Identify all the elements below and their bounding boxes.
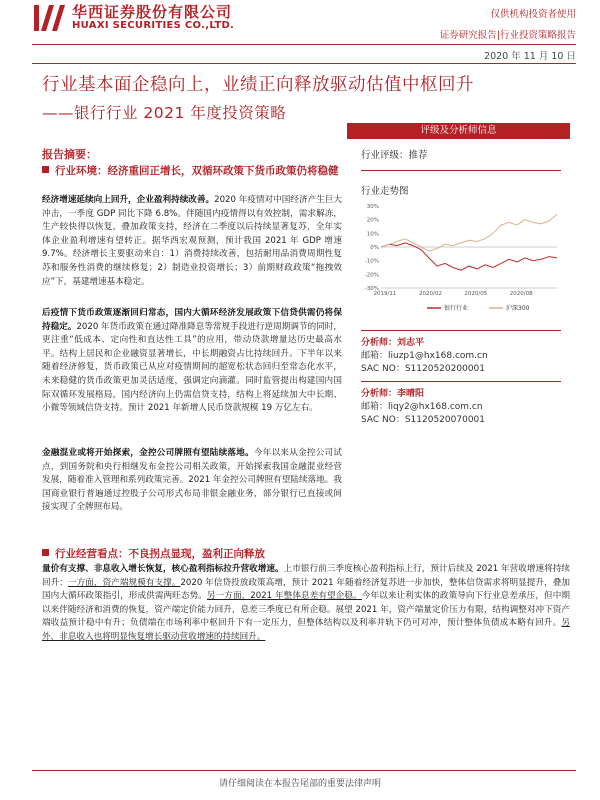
report-category: 证券研究报告|行业投资策略报告 [439, 30, 576, 41]
x-tick-label: 2020/08 [509, 291, 533, 297]
industry-rating: 行业评级：推荐 [361, 150, 428, 161]
series-line [381, 214, 557, 251]
paragraph-text: 上市银行前三季度核心盈利指标上行，预计后续及 2021 年营收增速将持续回升： [42, 564, 570, 588]
analyst-sac: SAC NO：S1120520200001 [361, 364, 485, 374]
header-divider-lower [32, 63, 576, 64]
x-tick-label: 2020/05 [464, 291, 488, 297]
paragraph-underline: 另一方面，2021 年整体息差有望企稳。 [206, 591, 362, 602]
paragraph-text: 2020 年货币政策在通过降准降息等常规手段进行逆周期调节的同时，更注重“低成本、定向性和直达性工具”的应用，带动贷款增量达历史最高水平。结构上居民和企业融资显著增长，中长期融资占比持续回升。下半年以来随着经济修复，货币政策已从应对疫情期间的超宽松状态回归至常态化水平，未来稳健的货币政策更加灵活适度，强调定向滴灌。同时监管提出构建国内国际双循环发展格局，国内经济向上仍需信贷支持，结构上将延续加大中长期、小微等领域信贷支持。预计 2021 年新增人民币贷款规模 19 万亿左右。 [42, 321, 342, 414]
paragraph-underline: 另外，非息收入也将明显恢复增长驱动营收增速的持续回升。 [42, 618, 570, 642]
paragraph-lead: 后疫情下货币政策逐渐回归常态，国内大循环经济发展政策下信贷供需仍将保持稳定。 [42, 308, 342, 332]
paragraph-text: 今年以来让利实体的政策导向下行业息差承压，但中期以来伴随经济和消费的恢复，资产端定价能力回升，息差三季度已有所企稳。展望 2021 年，资产端量定价压力有限，结构调整对冲下资产端收益预计稳中有升；负债端在市场利率中枢回升下有一定压力，但整体结构以及利率并轨下仍可对冲，预计整体负债成本略有回升。 [42, 591, 570, 629]
analyst-name: 分析师：刘志平 [361, 338, 425, 348]
y-tick-label: 20% [366, 217, 379, 224]
analyst-block [361, 388, 485, 427]
analyst-email[interactable]: 邮箱：liqy2@hx168.com.cn [361, 402, 483, 412]
y-tick-label: -10% [364, 258, 379, 265]
y-tick-label: -30% [364, 286, 379, 292]
x-tick-label: 2019/11 [373, 291, 397, 297]
paragraph-text: 2020 年信贷投放政策高增，预计 2021 年随着经济复苏进一步加快，整体信贷需求将明显提升，叠加国内大循环政策指引，形成供需两旺态势。 [42, 577, 570, 602]
trend-chart-title: 行业走势图 [361, 186, 409, 197]
huaxi-logo-icon [32, 2, 66, 34]
company-name-cn: 华西证券股份有限公司 [72, 3, 233, 21]
analyst-sac: SAC NO：S1120520070001 [361, 415, 485, 425]
section-heading-text: 行业经营看点：不良拐点显现，盈利正向释放 [55, 548, 265, 560]
analyst-name: 分析师：李晴阳 [361, 389, 425, 399]
company-name-en: HUAXI SECURITIES CO.,LTD. [72, 20, 235, 31]
section-heading-operations [42, 547, 342, 561]
footer-disclaimer: 请仔细阅读在本报告尾部的重要法律声明 [218, 779, 381, 789]
y-tick-label: 0% [370, 245, 379, 251]
paragraph-monetary [42, 307, 342, 416]
trend-chart [357, 200, 562, 318]
sidebar-divider [361, 170, 561, 171]
paragraph-earnings [42, 563, 570, 743]
section-heading-environment [42, 164, 342, 178]
y-tick-label: 10% [366, 231, 379, 238]
x-tick-label: 2020/02 [418, 291, 442, 297]
audience-note: 仅供机构投资者使用 [490, 9, 576, 20]
report-subtitle: ——银行行业 2021 年度投资策略 [42, 104, 287, 122]
analyst-email[interactable]: 邮箱：liuzp1@hx168.com.cn [361, 351, 488, 361]
report-title: 行业基本面企稳向上，业绩正向释放驱动估值中枢回升 [42, 75, 474, 95]
paragraph-underline: 一方面，资产端规模有支撑。 [67, 577, 181, 588]
paragraph-lead: 量价有支撑、非息收入增长恢复，核心盈利指标拉升营收增速。 [42, 564, 284, 574]
paragraph-text: 今年以来从金控公司试点，到国务院和央行相继发布金控公司相关政策，开始探索我国金融混业经营发展，随着准入管理和系列政策完善。2021 年金控公司牌照有望陆续落地。我国商业银行普遍通过控股子公司形式布局非银金融业务，部分银行已直接或间接实现了全牌照布局。 [42, 448, 342, 513]
header-divider [32, 44, 576, 45]
paragraph-lead: 金融混业或将开始探索，金控公司牌照有望陆续落地。 [42, 448, 254, 458]
bullet-icon [42, 549, 49, 556]
legend-label: 沪深300 [506, 305, 530, 312]
report-date: 2020 年 11 月 10 日 [484, 51, 576, 62]
section-heading-text: 行业环境：经济重回正增长，双循环政策下货币政策仍将稳健 [55, 165, 339, 177]
paragraph-text: 2020 年疫情对中国经济产生巨大冲击，一季度 GDP 同比下降 6.8%。伴随国内疫情得以有效控制，需求解冻，生产较快得以恢复，叠加政策支持，经济在二季度以后持续显著复苏，全年实体企业盈利增速有望转正。据华西宏观预测，预计我国 2021 年 GDP 增速 9.7%。经济增长主要驱动来自：1）消费持续改善，包括耐用品消费周期性复苏和服务性消费的继续修复；2）制造业投资增长；3）前期财政政策“拖拽效应”下，基建增速基本稳定。 [42, 195, 342, 287]
legend-label: 银行行业 [444, 305, 469, 312]
y-tick-label: -20% [364, 272, 379, 279]
summary-title: 报告摘要： [42, 148, 97, 161]
footer-divider [32, 770, 576, 771]
sidebar-section-title: 评级及分析师信息 [347, 123, 570, 139]
bullet-icon [42, 166, 49, 173]
paragraph-economy [42, 194, 342, 289]
y-tick-label: 30% [366, 204, 379, 210]
sidebar-divider [361, 330, 561, 331]
analyst-block [361, 337, 488, 376]
paragraph-lead: 经济增速延续向上回升，企业盈利持续改善。 [42, 195, 215, 205]
sidebar-divider [361, 381, 561, 382]
paragraph-financial-holding [42, 447, 342, 515]
